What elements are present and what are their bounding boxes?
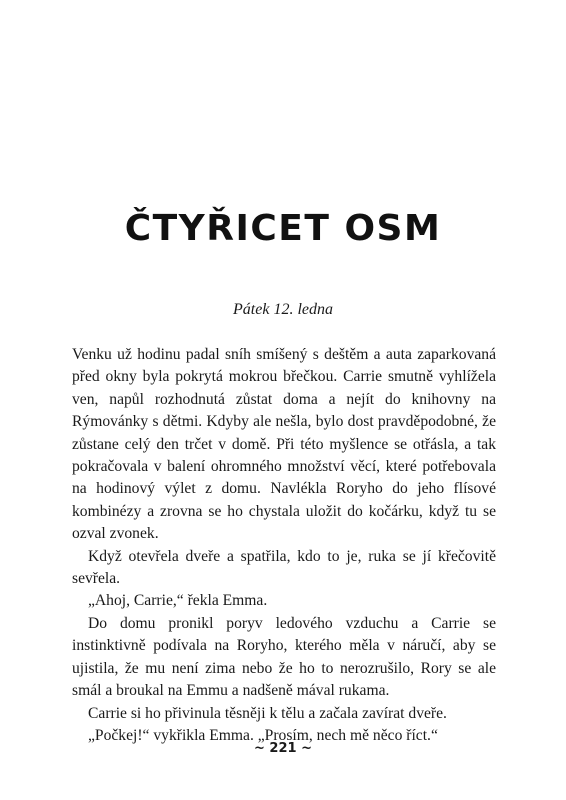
body-text bbox=[72, 344, 496, 747]
page-number: ~ 221 ~ bbox=[254, 741, 312, 756]
paragraph: Do domu pronikl poryv ledového vzduchu a Carrie se instinktivně podívala na Roryho, kterého měla v náručí, aby se ujistila, že mu není zima nebo že ho to nerozrušilo, Rory se ale smál a broukal na Emmu a nadšeně mával rukama. bbox=[72, 614, 496, 700]
paragraph: „Počkej!“ vykřikla Emma. „Prosím, nech mě něco říct.“ bbox=[88, 726, 438, 744]
paragraph: Carrie si ho přivinula těsněji k tělu a začala zavírat dveře. bbox=[88, 704, 447, 722]
paragraph: „Ahoj, Carrie,“ řekla Emma. bbox=[88, 592, 268, 610]
paragraph: Když otevřela dveře a spatřila, kdo to je, ruka se jí křečovitě sevřela. bbox=[72, 547, 496, 588]
chapter-date: Pátek 12. ledna bbox=[233, 301, 333, 318]
chapter-title: ČTYŘICET OSM bbox=[124, 208, 442, 249]
paragraph: Venku už hodinu padal sníh smíšený s deštěm a auta zaparkovaná před okny byla pokrytá mokrou břečkou. Carrie smutně vyhlížela ven, napůl rozhodnutá zůstat doma a nejít do knihovny na Rýmovánky s dětmi. Kdyby ale nešla, bylo dost pravděpodobné, že zůstane celý den trčet v domě. Při této myšlence se otřásla, a tak pokračovala v balení ohromného množství věcí, které potřebovala na hodinový výlet z domu. Navlékla Roryho do jeho flísové kombinézy a zrovna se ho chystala uložit do kočárku, když tu se ozval zvonek. bbox=[72, 346, 496, 543]
